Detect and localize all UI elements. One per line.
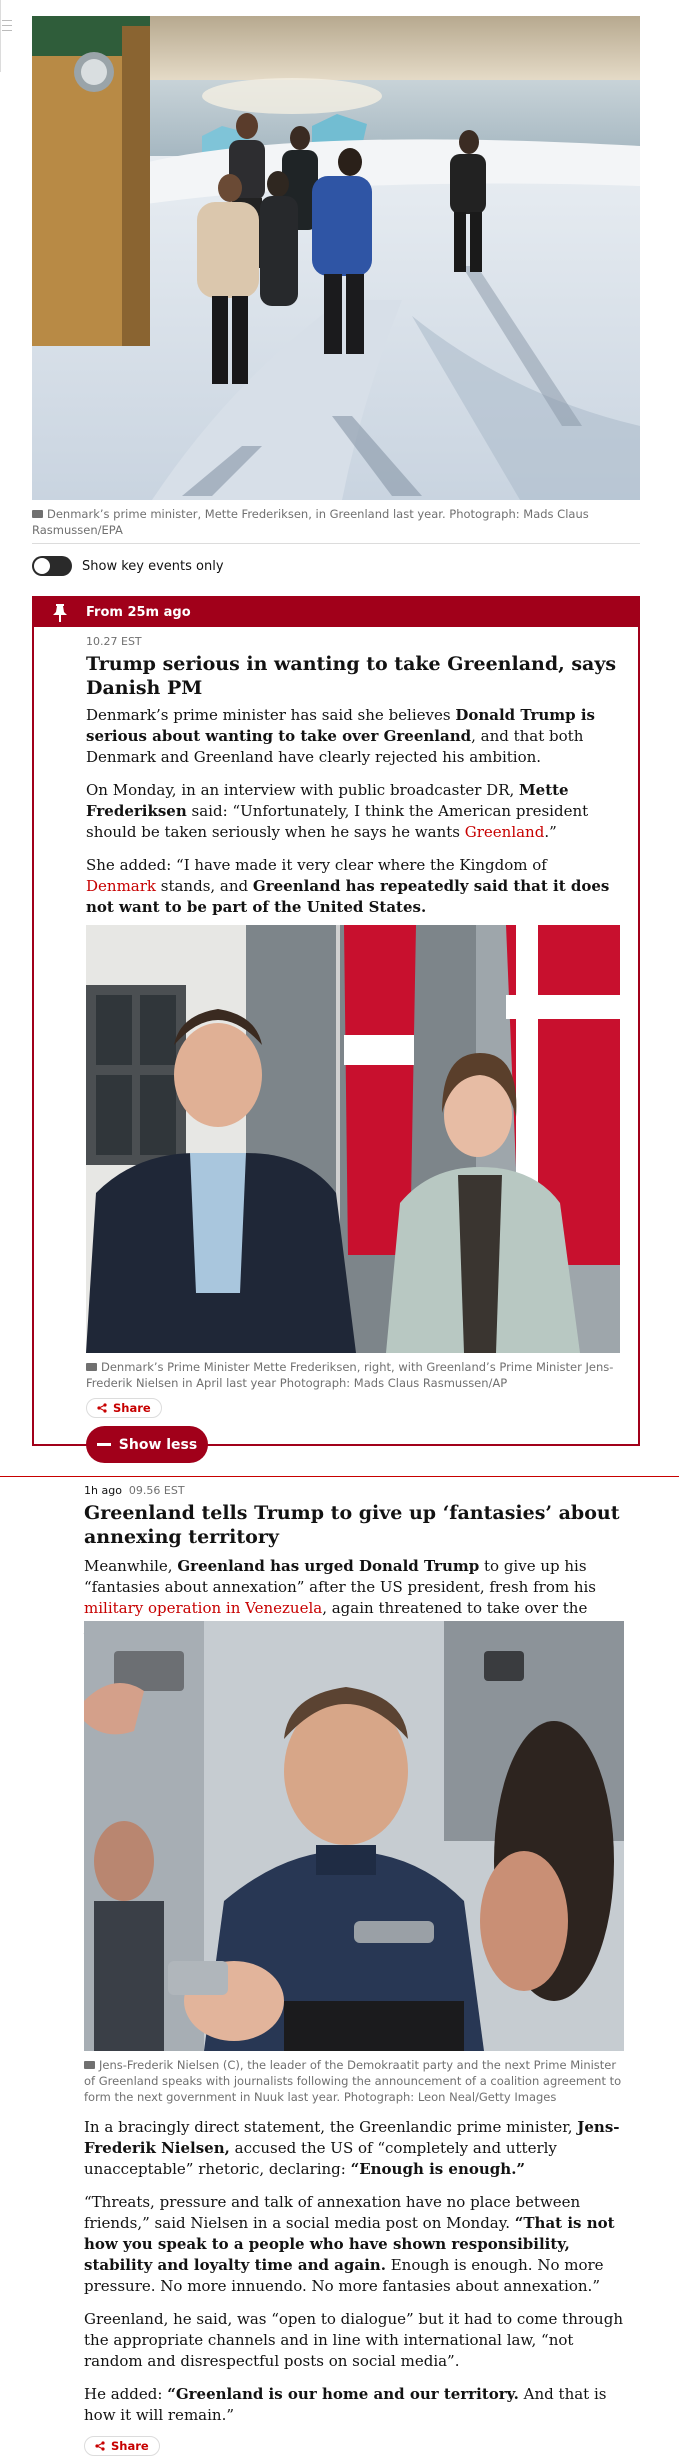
toggle-knob [34,558,50,574]
post-2-share-wrapper [84,2436,624,2456]
pinned-post-header [34,598,638,627]
pinned-para-1: Denmark’s prime minister has said she believes Donald Trump is serious about wanting to take over Greenland, and that both Denmark and Greenland have clearly rejected his ambition. [86,706,595,766]
greenland-link[interactable]: Greenland [464,823,545,841]
post-2-photo-caption: Jens-Frederik Nielsen (C), the leader of the Demokraatit party and the next Prime Minister of Greenland speaks with journalists following the announcement of a coalition agreement to form the next government in Nuuk last year. Photograph: Leon Neal/Getty Images [84,2058,622,2104]
post-2-continued [84,2117,624,2456]
pinned-para-3: She added: “I have made it very clear where the Kingdom of Denmark stands, and Greenland has repeatedly said that it does not want to be part of the United States. [86,856,610,916]
pinned-post [32,596,640,1446]
pinned-para-2: On Monday, in an interview with public broadcaster DR, Mette Frederiksen said: “Unfortunately, I think the American president should be taken seriously when he says he wants Greenland.” [86,781,589,841]
pinned-post-headline: Trump serious in wanting to take Greenland, says Danish PM [86,653,617,699]
pinned-post-label: From 25m ago [86,605,191,620]
divider [32,543,640,544]
pinned-post-content [86,635,620,972]
share-icon [95,2441,105,2451]
menu-icon [0,0,14,72]
denmark-link[interactable]: Denmark [86,877,156,895]
key-events-toggle-row [32,555,224,577]
post-2-photo [84,1621,624,2051]
post-2-timestamp: 1h ago 09.56 EST [84,1484,185,1497]
pinned-post-timestamp: 10.27 EST [86,635,142,648]
share-button[interactable]: Share [86,1398,162,1418]
share-icon [97,1403,107,1413]
pin-icon [34,604,86,622]
post-2-para-1: Meanwhile, Greenland has urged Donald Trump to give up his “fantasies about annexation” after the US president, fresh from his military operation in Venezuela, again threatened to take over the [84,1557,596,1617]
minus-icon [97,1443,111,1446]
key-events-toggle-label: Show key events only [82,558,224,574]
pinned-photo-caption: Denmark’s Prime Minister Mette Frederiksen, right, with Greenland’s Prime Minister Jens-Frederik Nielsen in April last year Photograph: Mads Claus Rasmussen/AP [86,1360,614,1390]
post-2-para-2: In a bracingly direct statement, the Greenlandic prime minister, Jens-Frederik Nielsen, accused the US of “completely and utterly unacceptable” rhetoric, declaring: “Enough is enough.” [84,2118,620,2178]
share-button[interactable]: Share [84,2436,160,2456]
post-2-para-3: “Threats, pressure and talk of annexation have no place between friends,” said Nielsen in a social media post on Monday. “That is not how you speak to a people who have shown responsibility, stability and loyalty time and again. Enough is enough. No more pressure. No more innuendo. No more fantasies about annexation.” [84,2193,615,2295]
post-divider [0,1476,679,1477]
hero-caption: Denmark’s prime minister, Mette Frederiksen, in Greenland last year. Photograph: Mads Claus Rasmussen/EPA [32,507,589,537]
post-2 [84,1484,624,1640]
key-events-toggle[interactable] [32,556,72,576]
post-2-para-5: He added: “Greenland is our home and our territory. And that is how it will remain.” [84,2385,607,2424]
venezuela-link[interactable]: military operation in Venezuela [84,1599,323,1617]
camera-icon [84,2061,95,2069]
camera-icon [32,510,43,518]
post-2-para-4: Greenland, he said, was “open to dialogue” but it had to come through the appropriate channels and in line with international law, “not random and disrespectful posts on social media”. [84,2310,623,2370]
camera-icon [86,1363,97,1371]
hero-image [32,16,640,500]
pinned-share-wrapper [86,1398,162,1418]
post-2-headline: Greenland tells Trump to give up ‘fantasies’ about annexing territory [84,1502,620,1548]
pinned-post-photo [86,925,620,1353]
show-less-button[interactable]: Show less [86,1426,208,1463]
